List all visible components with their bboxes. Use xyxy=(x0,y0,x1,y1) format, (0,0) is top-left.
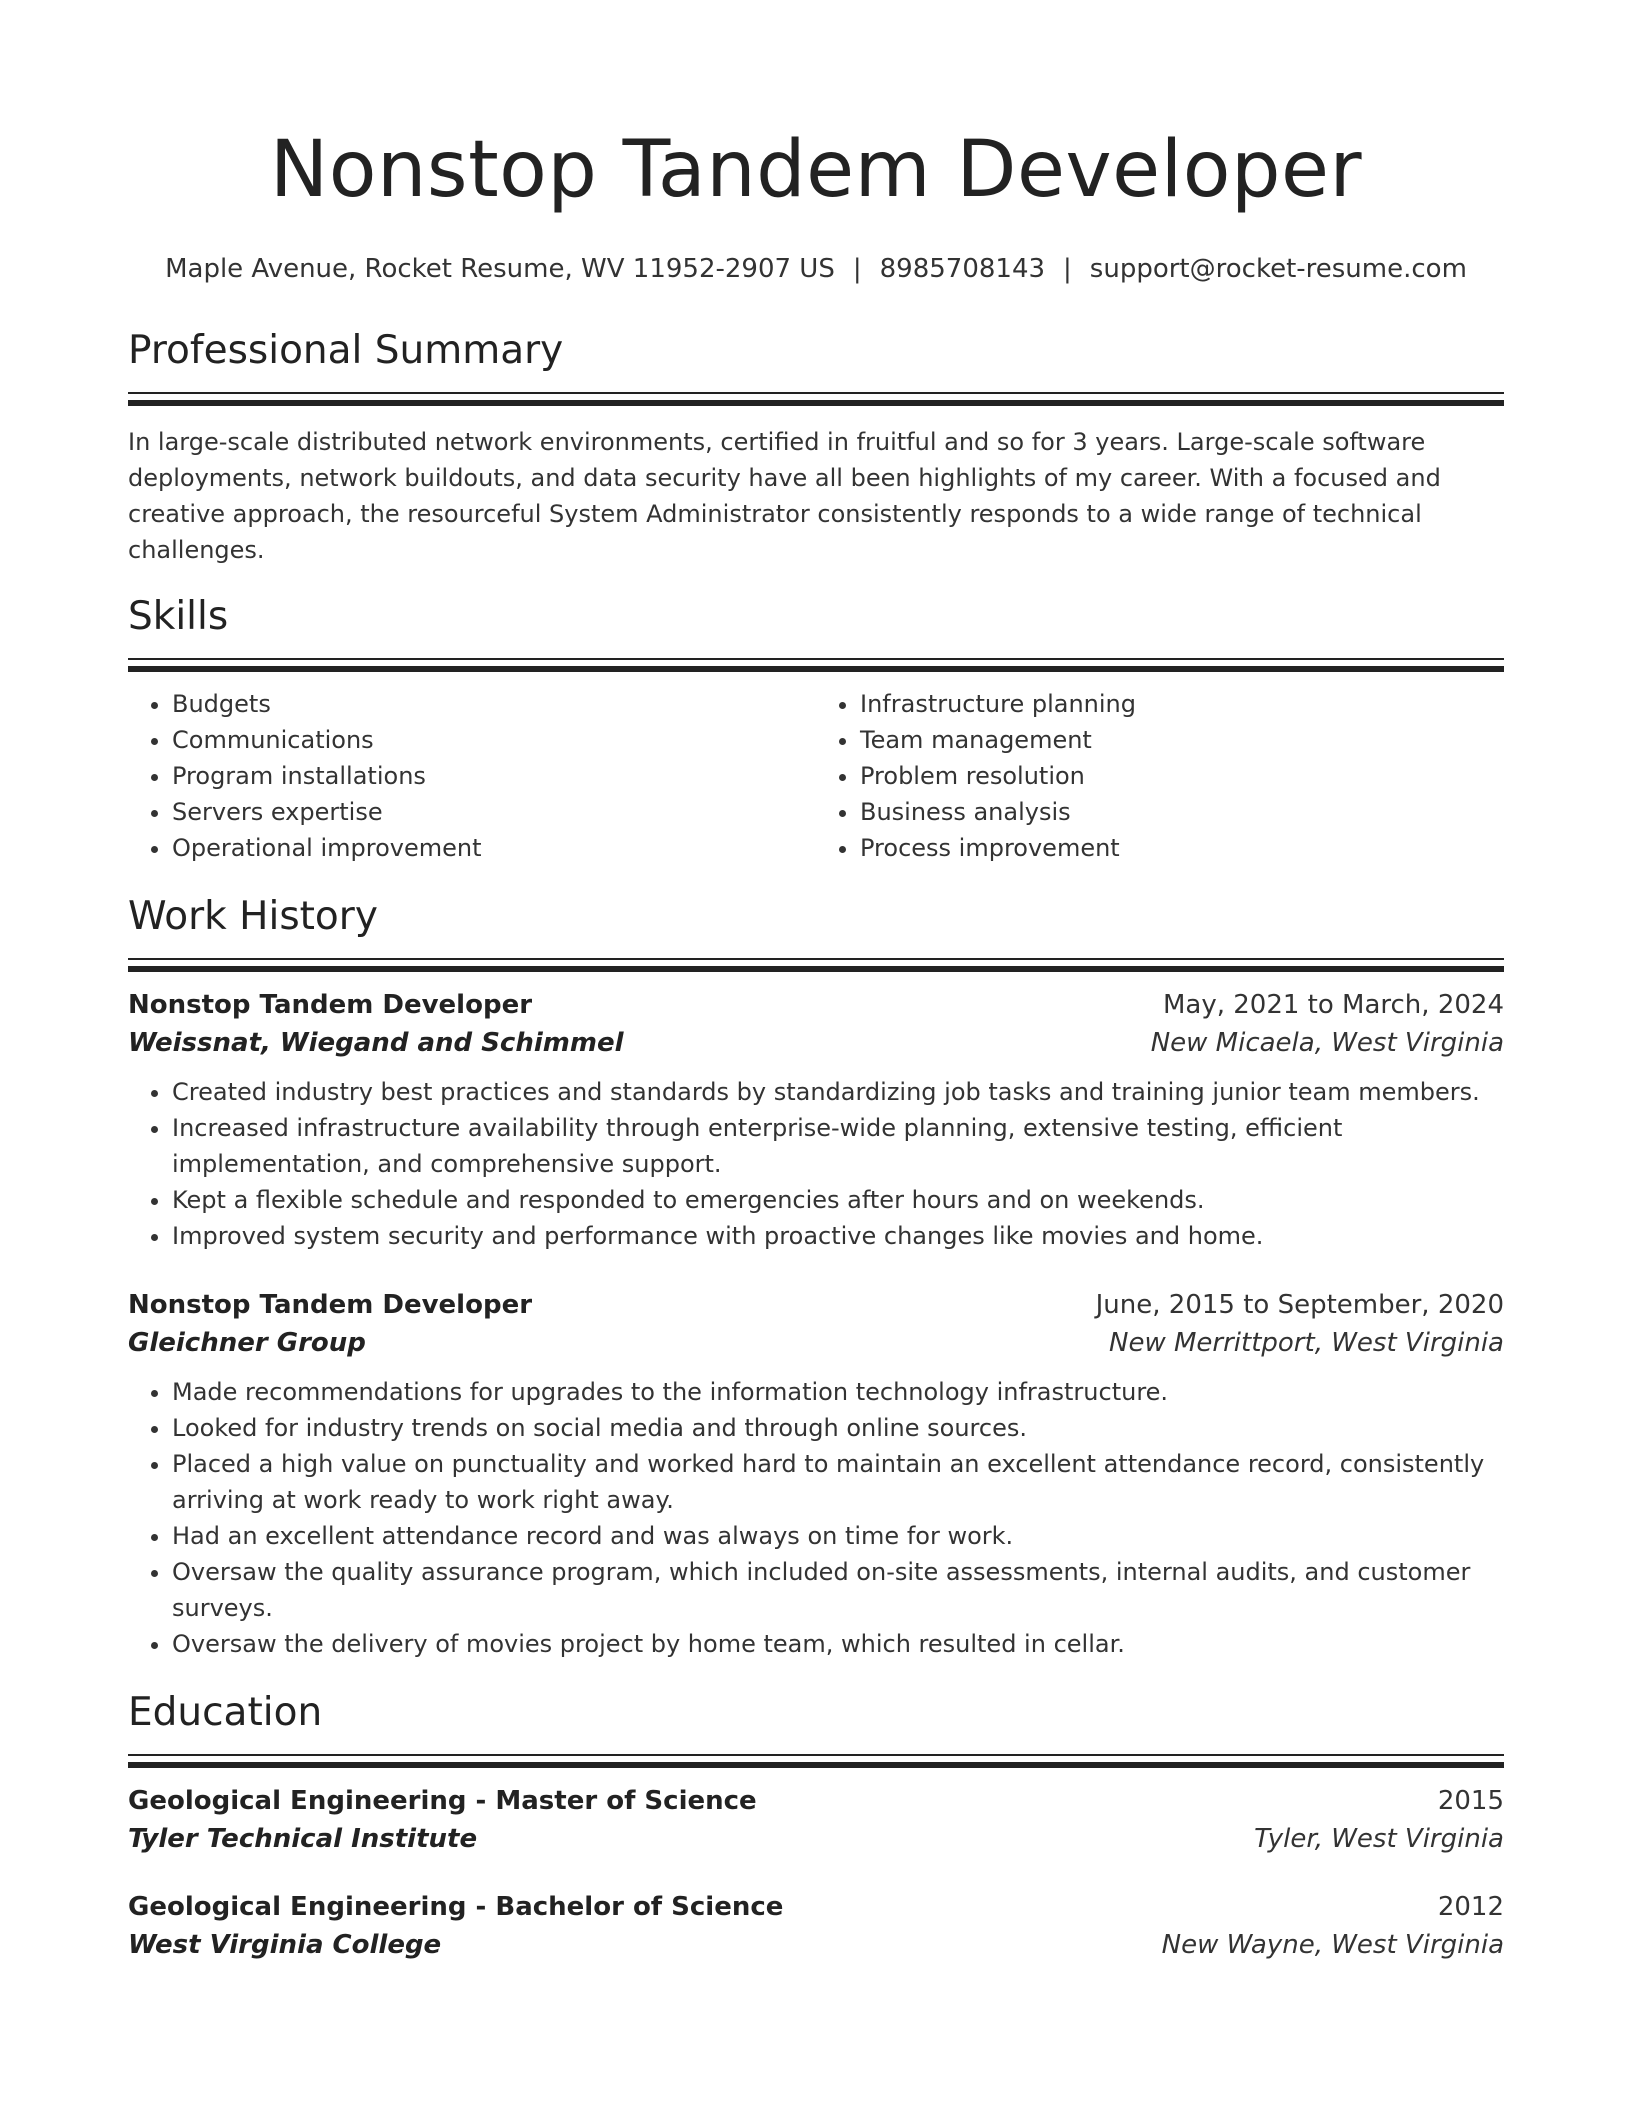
education-school-row xyxy=(128,1926,1504,1964)
education-header-row xyxy=(128,1782,1504,1820)
skill-item: • Problem resolution xyxy=(860,758,1504,794)
contact-phone: 8985708143 xyxy=(879,254,1046,284)
section-divider xyxy=(128,958,1504,972)
job-bullet: • Placed a high value on punctuality and worked hard to maintain an excellent attendance record, consistently arriving at work ready to work right away. xyxy=(172,1446,1504,1518)
job-title: Nonstop Tandem Developer xyxy=(128,990,533,1020)
job-bullet: • Oversaw the delivery of movies project by home team, which resulted in cellar. xyxy=(172,1626,1504,1662)
section-title-summary: Professional Summary xyxy=(128,328,564,373)
job-entry xyxy=(128,1286,1504,1662)
job-bullet: • Created industry best practices and standards by standardizing job tasks and training junior team members. xyxy=(172,1074,1504,1110)
job-bullet: • Looked for industry trends on social media and through online sources. xyxy=(172,1410,1504,1446)
section-title-education: Education xyxy=(128,1690,323,1735)
skill-item: • Infrastructure planning xyxy=(860,686,1504,722)
job-bullets xyxy=(128,1374,1504,1662)
skills-list-left xyxy=(128,686,816,866)
job-bullet: • Oversaw the quality assurance program, which included on-site assessments, internal audits, and customer surveys. xyxy=(172,1554,1504,1626)
education-entry xyxy=(128,1782,1504,1858)
education-header-row xyxy=(128,1888,1504,1926)
job-company-row xyxy=(128,1324,1504,1362)
section-title-work: Work History xyxy=(128,894,378,939)
job-dates: May, 2021 to March, 2024 xyxy=(1162,990,1504,1020)
job-bullet: • Kept a flexible schedule and responded to emergencies after hours and on weekends. xyxy=(172,1182,1504,1218)
contact-separator: | xyxy=(852,254,862,284)
job-header-row xyxy=(128,1286,1504,1324)
job-header-row xyxy=(128,986,1504,1024)
job-dates: June, 2015 to September, 2020 xyxy=(1095,1290,1504,1320)
job-bullet: • Made recommendations for upgrades to the information technology infrastructure. xyxy=(172,1374,1504,1410)
skill-item: • Business analysis xyxy=(860,794,1504,830)
skills-section xyxy=(128,592,1504,866)
skill-item: • Process improvement xyxy=(860,830,1504,866)
education-degree: Geological Engineering - Bachelor of Science xyxy=(128,1892,784,1922)
education-entry xyxy=(128,1888,1504,1964)
job-location: New Merrittport, West Virginia xyxy=(1109,1328,1504,1358)
education-location: Tyler, West Virginia xyxy=(1254,1824,1504,1854)
education-school-row xyxy=(128,1820,1504,1858)
job-location: New Micaela, West Virginia xyxy=(1150,1028,1504,1058)
skill-item: • Program installations xyxy=(172,758,816,794)
job-company: Gleichner Group xyxy=(128,1328,366,1358)
section-title-skills: Skills xyxy=(128,594,229,639)
education-degree: Geological Engineering - Master of Science xyxy=(128,1786,757,1816)
job-company: Weissnat, Wiegand and Schimmel xyxy=(128,1028,624,1058)
education-school: West Virginia College xyxy=(128,1930,442,1960)
skills-columns xyxy=(128,686,1504,866)
job-bullet: • Increased infrastructure availability through enterprise-wide planning, extensive testing, efficient implementation, and comprehensive support. xyxy=(172,1110,1504,1182)
education-year: 2012 xyxy=(1437,1892,1504,1922)
work-history-section xyxy=(128,892,1504,1662)
education-school: Tyler Technical Institute xyxy=(128,1824,478,1854)
skill-item: • Communications xyxy=(172,722,816,758)
job-title: Nonstop Tandem Developer xyxy=(128,1290,533,1320)
summary-section xyxy=(128,326,1504,568)
skill-item: • Budgets xyxy=(172,686,816,722)
job-bullet: • Had an excellent attendance record and was always on time for work. xyxy=(172,1518,1504,1554)
contact-address: Maple Avenue, Rocket Resume, WV 11952-2907 US xyxy=(165,254,835,284)
education-year: 2015 xyxy=(1437,1786,1504,1816)
section-divider xyxy=(128,1754,1504,1768)
candidate-name: Nonstop Tandem Developer xyxy=(269,125,1363,215)
job-company-row xyxy=(128,1024,1504,1062)
contact-email: support@rocket-resume.com xyxy=(1089,254,1467,284)
job-entry xyxy=(128,986,1504,1254)
section-divider xyxy=(128,658,1504,672)
skills-list-right xyxy=(816,686,1504,866)
contact-separator: | xyxy=(1063,254,1072,284)
skill-item: • Servers expertise xyxy=(172,794,816,830)
section-divider xyxy=(128,392,1504,406)
skill-item: • Team management xyxy=(860,722,1504,758)
summary-text: In large-scale distributed network environments, certified in fruitful and so for 3 years. Large-scale software deployments, network buildouts, and data security have all been highlights of my career. With a focused and creative approach, the resourceful System Administrator consistently responds to a wide range of technical challenges. xyxy=(128,428,1441,564)
job-bullet: • Improved system security and performance with proactive changes like movies and home. xyxy=(172,1218,1504,1254)
contact-line xyxy=(128,252,1504,286)
education-location: New Wayne, West Virginia xyxy=(1161,1930,1504,1960)
skill-item: • Operational improvement xyxy=(172,830,816,866)
education-section xyxy=(128,1688,1504,1964)
job-bullets xyxy=(128,1074,1504,1254)
